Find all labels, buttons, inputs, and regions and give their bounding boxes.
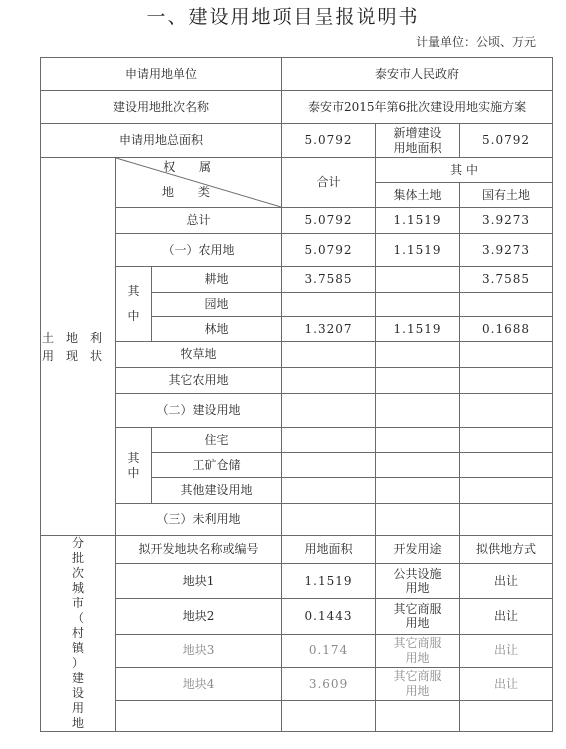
batch-label: 建设用地批次名称 xyxy=(41,91,282,124)
land-use-label-line2: 用现状 xyxy=(41,348,114,363)
side-label-char: （ xyxy=(71,611,84,625)
total-cell xyxy=(282,293,376,317)
land-use-status-label xyxy=(41,158,116,536)
agri-subgroup-label xyxy=(116,267,152,342)
total-cell xyxy=(282,368,376,394)
batch-value: 泰安市2015年第6批次建设用地实施方案 xyxy=(282,91,553,124)
plot-supply: 出让 xyxy=(460,667,553,700)
plot-supply: 出让 xyxy=(460,634,553,667)
plots-side-label xyxy=(41,536,116,732)
plot-use-line2: 用地 xyxy=(405,616,430,631)
total-header: 合计 xyxy=(282,158,376,208)
collective-cell xyxy=(376,394,460,428)
collective-cell xyxy=(376,342,460,368)
plot-area: 1.1519 xyxy=(282,564,376,599)
collective-cell: 1.1519 xyxy=(376,317,460,342)
table-row xyxy=(41,599,553,634)
side-label-char: 地 xyxy=(71,716,84,730)
row-label: 林地 xyxy=(152,317,282,342)
total-cell xyxy=(282,342,376,368)
plots-header-row xyxy=(41,536,553,564)
row-label: 其它农用地 xyxy=(116,368,282,394)
total-cell: 3.7585 xyxy=(282,267,376,293)
plot-name: 地块4 xyxy=(116,667,282,700)
side-label-char: 批 xyxy=(71,551,84,565)
unit-note: 计量单位：公顷、万元 xyxy=(415,35,536,49)
row-label: 牧草地 xyxy=(116,342,282,368)
plot-use xyxy=(376,634,460,667)
total-cell xyxy=(282,453,376,478)
plot-use xyxy=(376,599,460,634)
plot-supply xyxy=(460,700,553,731)
new-area-label-line2: 用地面积 xyxy=(393,140,442,155)
applicant-value: 泰安市人民政府 xyxy=(282,58,553,91)
plot-use xyxy=(376,667,460,700)
subgroup-char: 其 xyxy=(127,450,140,465)
side-label-char: 城 xyxy=(71,581,84,595)
plot-area: 3.609 xyxy=(282,667,376,700)
collective-cell xyxy=(376,267,460,293)
of-which-header: 其 中 xyxy=(376,158,553,183)
state-header: 国有土地 xyxy=(460,183,553,208)
state-cell: 3.9273 xyxy=(460,234,553,267)
row-label: 耕地 xyxy=(152,267,282,293)
side-label-char: 分 xyxy=(71,536,84,550)
land-use-label-line1: 土地利 xyxy=(41,330,114,345)
total-cell xyxy=(282,428,376,453)
table-row xyxy=(41,700,553,731)
plot-supply: 出让 xyxy=(460,599,553,634)
plot-use xyxy=(376,700,460,731)
row-label: 总计 xyxy=(116,208,282,234)
construction-subgroup-label xyxy=(116,428,152,504)
state-cell xyxy=(460,394,553,428)
row-label: （二）建设用地 xyxy=(116,394,282,428)
state-cell xyxy=(460,428,553,453)
header-row xyxy=(41,158,553,183)
table-row xyxy=(41,634,553,667)
plot-name: 地块3 xyxy=(116,634,282,667)
state-cell xyxy=(460,504,553,536)
plot-use-line1: 公共设施 xyxy=(393,566,442,581)
total-cell xyxy=(282,504,376,536)
state-cell xyxy=(460,478,553,504)
plot-use-line1: 其它商服 xyxy=(393,669,442,684)
collective-header: 集体土地 xyxy=(376,183,460,208)
side-label-char: 镇 xyxy=(71,641,84,655)
table-row xyxy=(41,564,553,599)
area-row xyxy=(41,124,553,158)
plot-area: 0.174 xyxy=(282,634,376,667)
table-row xyxy=(41,234,553,267)
ownership-header: 权 属 xyxy=(163,160,222,174)
applicant-label: 申请用地单位 xyxy=(41,58,282,91)
collective-cell xyxy=(376,453,460,478)
row-label: 工矿仓储 xyxy=(152,453,282,478)
subgroup-char: 中 xyxy=(127,465,140,480)
new-area-value: 5.0792 xyxy=(460,124,553,158)
plot-supply-header: 拟供地方式 xyxy=(460,536,553,564)
plot-area: 0.1443 xyxy=(282,599,376,634)
collective-cell xyxy=(376,293,460,317)
plot-name: 地块1 xyxy=(116,564,282,599)
plot-use-line2: 用地 xyxy=(405,581,430,596)
side-label-char: 设 xyxy=(71,686,84,700)
row-label: （三）未利用地 xyxy=(116,504,282,536)
table-row xyxy=(41,368,553,394)
collective-cell: 1.1519 xyxy=(376,208,460,234)
side-label-char: 市 xyxy=(71,596,84,610)
state-cell xyxy=(460,293,553,317)
row-label: 其他建设用地 xyxy=(152,478,282,504)
plot-use xyxy=(376,564,460,599)
side-label-char: 村 xyxy=(71,626,84,640)
plot-use-header: 开发用途 xyxy=(376,536,460,564)
batch-row xyxy=(41,91,553,124)
total-cell: 5.0792 xyxy=(282,234,376,267)
new-area-label xyxy=(376,124,460,158)
category-header: 地 类 xyxy=(162,184,220,199)
state-cell xyxy=(460,453,553,478)
diagonal-header-cell xyxy=(116,158,282,208)
subgroup-char: 中 xyxy=(127,309,140,323)
applicant-row xyxy=(41,58,553,91)
state-cell: 3.9273 xyxy=(460,208,553,234)
total-cell xyxy=(282,478,376,504)
plot-use-line2: 用地 xyxy=(405,683,430,698)
side-label-char: 次 xyxy=(71,566,84,580)
plot-supply: 出让 xyxy=(460,564,553,599)
total-cell xyxy=(282,394,376,428)
collective-cell: 1.1519 xyxy=(376,234,460,267)
row-label: （一）农用地 xyxy=(116,234,282,267)
table-row xyxy=(41,504,553,536)
subgroup-char: 其 xyxy=(127,284,140,298)
state-cell xyxy=(460,368,553,394)
table-row xyxy=(41,267,553,293)
total-cell: 5.0792 xyxy=(282,208,376,234)
area-value: 5.0792 xyxy=(282,124,376,158)
row-label: 园地 xyxy=(152,293,282,317)
area-label: 申请用地总面积 xyxy=(41,124,282,158)
state-cell: 0.1688 xyxy=(460,317,553,342)
plot-name-header: 拟开发地块名称或编号 xyxy=(116,536,282,564)
table-row xyxy=(41,394,553,428)
plot-name: 地块2 xyxy=(116,599,282,634)
row-label: 住宅 xyxy=(152,428,282,453)
state-cell xyxy=(460,342,553,368)
plot-use-line1: 其它商服 xyxy=(393,601,442,616)
collective-cell xyxy=(376,368,460,394)
side-label-char: 建 xyxy=(71,671,84,685)
plot-use-line2: 用地 xyxy=(405,650,430,665)
table-row xyxy=(41,208,553,234)
table-row xyxy=(41,342,553,368)
new-area-label-line1: 新增建设 xyxy=(393,126,442,141)
plot-area-header: 用地面积 xyxy=(282,536,376,564)
side-label-char: ） xyxy=(71,656,84,670)
land-use-report-table xyxy=(40,57,553,732)
plot-area xyxy=(282,700,376,731)
collective-cell xyxy=(376,504,460,536)
total-cell: 1.3207 xyxy=(282,317,376,342)
side-label-char: 用 xyxy=(71,701,84,715)
plots-side-label-text xyxy=(72,536,84,731)
collective-cell xyxy=(376,428,460,453)
state-cell: 3.7585 xyxy=(460,267,553,293)
table-row xyxy=(41,428,553,453)
plot-name xyxy=(116,700,282,731)
document-title: 一、建设用地项目呈报说明书 xyxy=(146,6,420,28)
plot-use-line1: 其它商服 xyxy=(393,636,442,651)
table-row xyxy=(41,667,553,700)
collective-cell xyxy=(376,478,460,504)
